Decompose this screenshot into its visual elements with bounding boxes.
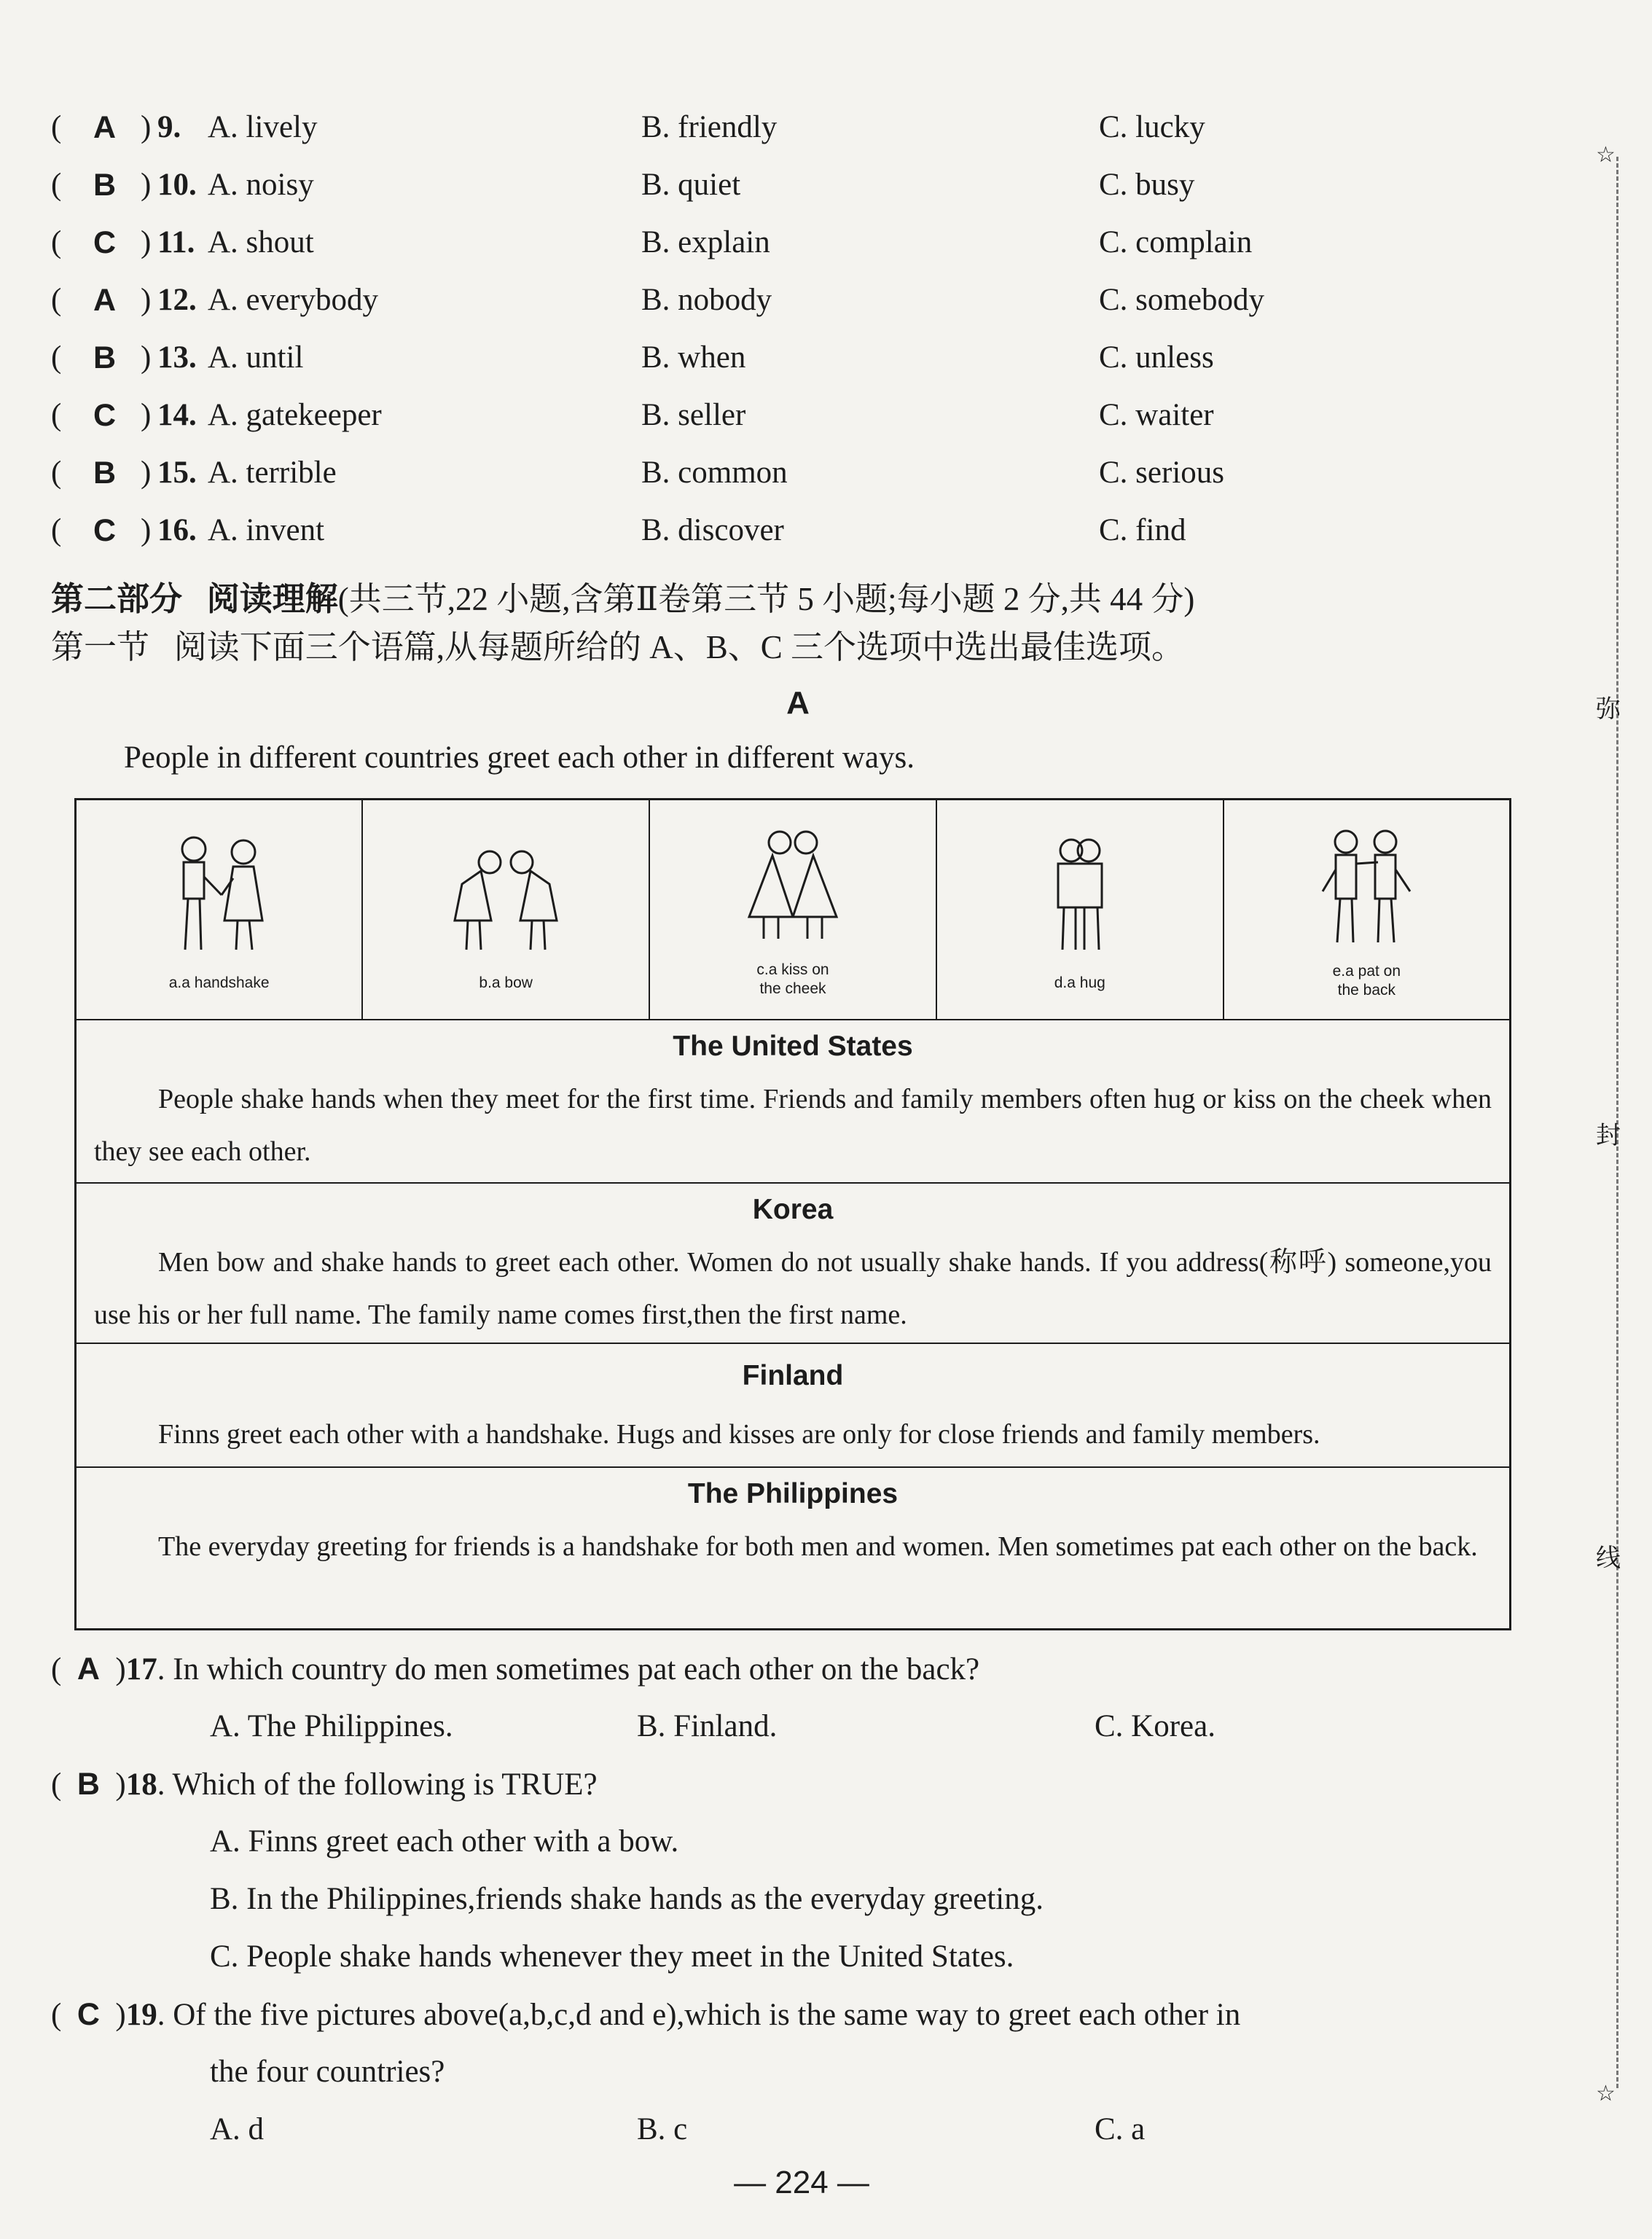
picture-bow — [362, 800, 649, 1020]
close-paren: ) — [141, 168, 152, 202]
picture-pat — [1224, 800, 1511, 1020]
close-paren: ) — [141, 456, 152, 490]
section1-header — [51, 621, 1184, 673]
question-number: 14. — [157, 398, 197, 432]
section-united-states — [76, 1020, 1511, 1183]
choice-row — [51, 102, 1501, 153]
option-b: B. c — [637, 2112, 688, 2146]
margin-xian: 线 — [1596, 1544, 1621, 1573]
question-number: 15. — [157, 456, 197, 490]
option-c: C. busy — [1099, 168, 1195, 202]
option-c: C. somebody — [1099, 283, 1264, 317]
option-b: B. common — [641, 456, 788, 490]
greetings-table — [74, 798, 1511, 1630]
section-philippines — [76, 1467, 1511, 1630]
open-paren: ( — [51, 398, 62, 432]
option-b: B. seller — [641, 398, 746, 432]
question-19: ( C )19. Of the five pictures above(a,b,c,d and e),which is the same way to greet each other in — [51, 1997, 1241, 2032]
section-body: The everyday greeting for friends is a handshake for both men and women. Men sometimes pat each other on the back. — [158, 1531, 1478, 1562]
picture-caption: a.a handshake — [168, 974, 270, 991]
choice-row — [51, 217, 1501, 268]
question-17: ( A )17. In which country do men sometimes pat each other on the back? — [51, 1652, 980, 1687]
answer-letter: C — [93, 513, 117, 548]
picture-handshake — [76, 800, 363, 1020]
question-answer: B — [77, 1767, 100, 1802]
option-b: B. quiet — [641, 168, 741, 202]
question-number: 10. — [157, 168, 197, 202]
section-body: People shake hands when they meet for the first time. Friends and family members often hug or kiss on the cheek when they see each other. — [94, 1084, 1492, 1167]
question-answer: C — [77, 1997, 100, 2032]
close-paren: ) — [141, 398, 152, 432]
choice-row — [51, 332, 1501, 383]
section1-desc: 阅读下面三个语篇,从每题所给的 A、B、C 三个选项中选出最佳选项。 — [173, 629, 1185, 665]
question-number: 9. — [157, 110, 181, 144]
handshake-illustration — [157, 833, 281, 957]
section-finland — [76, 1343, 1511, 1467]
picture-kiss — [649, 800, 936, 1020]
picture-caption: c.a kiss on the cheek — [756, 961, 829, 997]
close-paren: ) — [141, 340, 152, 375]
option-c: C. a — [1095, 2112, 1146, 2146]
option-a: A. invent — [208, 513, 325, 547]
option-a: A. The Philippines. — [210, 1709, 453, 1743]
kiss-illustration — [727, 822, 858, 946]
question-number: 18 — [125, 1767, 157, 1802]
open-paren: ( — [51, 225, 62, 259]
star-icon: ☆ — [1596, 2081, 1616, 2106]
picture-caption: d.a hug — [1054, 974, 1105, 991]
question-stem: Which of the following is TRUE? — [172, 1767, 598, 1802]
part2-name: 阅读理解 — [206, 581, 338, 617]
answer-letter: C — [93, 398, 117, 433]
bow-illustration — [433, 833, 579, 957]
margin-feng: 封 — [1596, 1121, 1621, 1150]
option-b: B. friendly — [641, 110, 778, 144]
star-icon: ☆ — [1596, 142, 1616, 168]
option-c: C. find — [1099, 513, 1186, 547]
pictures-row — [76, 800, 1511, 1020]
passage-intro: People in different countries greet each other in different ways. — [124, 741, 915, 775]
answer-letter: B — [93, 456, 117, 491]
question-answer: A — [77, 1652, 100, 1687]
option-c: C. lucky — [1099, 110, 1205, 144]
open-paren: ( — [51, 513, 62, 547]
section1-title: 第一节 — [51, 629, 150, 665]
option-a: A. shout — [208, 225, 314, 259]
question-number: 11. — [157, 225, 195, 259]
option-b: B. discover — [641, 513, 784, 547]
section-title: Korea — [752, 1194, 834, 1225]
option-b: B. In the Philippines,friends shake hands as the everyday greeting. — [210, 1882, 1044, 1916]
open-paren: ( — [51, 456, 62, 490]
answer-letter: B — [93, 340, 117, 375]
question-number: 12. — [157, 283, 197, 317]
section-body: Finns greet each other with a handshake. Hugs and kisses are only for close friends and family members. — [158, 1419, 1320, 1450]
open-paren: ( — [51, 283, 62, 317]
option-b: B. nobody — [641, 283, 772, 317]
picture-caption: b.a bow — [479, 974, 533, 991]
option-c: C. unless — [1099, 340, 1214, 375]
hug-illustration — [1036, 833, 1124, 957]
answer-letter: A — [93, 283, 117, 318]
option-a: A. noisy — [208, 168, 314, 202]
option-c: C. serious — [1099, 456, 1224, 490]
option-a: A. terrible — [208, 456, 337, 490]
choice-row — [51, 160, 1501, 211]
close-paren: ) — [141, 225, 152, 259]
option-c: C. complain — [1099, 225, 1253, 259]
question-18: ( B )18. Which of the following is TRUE? — [51, 1767, 598, 1802]
option-a: A. gatekeeper — [208, 398, 382, 432]
section-title: Finland — [742, 1360, 844, 1391]
page-number: — 224 — — [734, 2165, 869, 2200]
option-a: A. until — [208, 340, 304, 375]
answer-letter: C — [93, 225, 117, 260]
section-body: Men bow and shake hands to greet each other. Women do not usually shake hands. If you address(称呼) someone,you use his or her full name. The family name comes first,then the first name. — [94, 1247, 1492, 1330]
open-paren: ( — [51, 168, 62, 202]
option-b: B. explain — [641, 225, 770, 259]
question-number: 19 — [125, 1998, 157, 2032]
close-paren: ) — [141, 513, 152, 547]
choice-row — [51, 505, 1501, 556]
open-paren: ( — [51, 340, 62, 375]
question-number: 17 — [125, 1652, 157, 1687]
picture-caption: e.a pat on the back — [1332, 963, 1401, 999]
option-a: A. Finns greet each other with a bow. — [210, 1824, 679, 1859]
close-paren: ) — [141, 283, 152, 317]
close-paren: ) — [141, 110, 152, 144]
open-paren: ( — [51, 110, 62, 144]
part2-title: 第二部分 — [51, 581, 183, 617]
section-title: The United States — [673, 1031, 913, 1062]
choice-row — [51, 448, 1501, 499]
part2-desc: (共三节,22 小题,含第Ⅱ卷第三节 5 小题;每小题 2 分,共 44 分) — [337, 581, 1195, 617]
question-stem-continued: the four countries? — [210, 2055, 445, 2089]
pat-illustration — [1308, 826, 1425, 950]
option-a: A. d — [210, 2112, 265, 2146]
option-a: A. lively — [208, 110, 318, 144]
option-b: B. Finland. — [637, 1709, 778, 1743]
answer-letter: A — [93, 110, 117, 145]
choice-row — [51, 275, 1501, 326]
question-stem: In which country do men sometimes pat each other on the back? — [173, 1652, 980, 1687]
answer-letter: B — [93, 168, 117, 203]
option-c: C. waiter — [1099, 398, 1214, 432]
section-korea — [76, 1183, 1511, 1343]
picture-hug — [936, 800, 1224, 1020]
choice-row — [51, 390, 1501, 441]
section-title: The Philippines — [687, 1478, 899, 1509]
question-number: 13. — [157, 340, 197, 375]
question-number: 16. — [157, 513, 197, 547]
question-stem: Of the five pictures above(a,b,c,d and e),which is the same way to greet each other in — [173, 1998, 1241, 2032]
passage-letter: A — [786, 685, 810, 721]
margin-mi: 弥 — [1596, 695, 1621, 724]
part2-header — [51, 573, 1194, 625]
option-a: A. everybody — [208, 283, 379, 317]
option-b: B. when — [641, 340, 746, 375]
option-c: C. Korea. — [1095, 1709, 1215, 1743]
option-c: C. People shake hands whenever they meet in the United States. — [210, 1939, 1014, 1974]
